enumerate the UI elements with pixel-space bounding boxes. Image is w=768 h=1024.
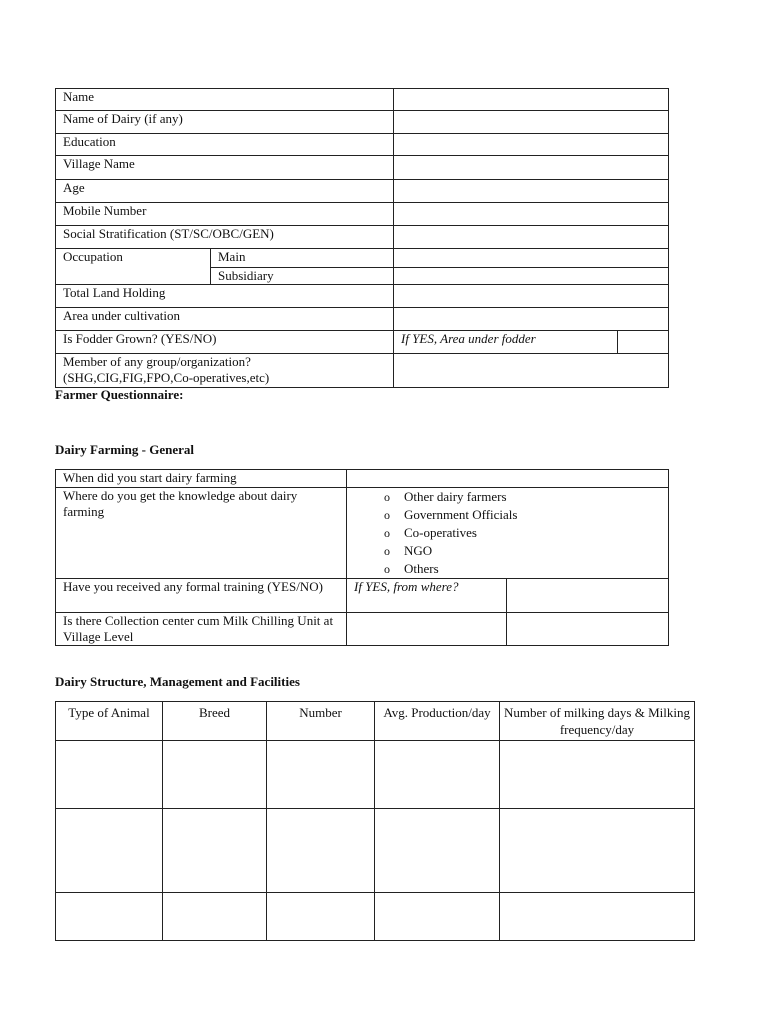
social-label: Social Stratification (ST/SC/OBC/GEN) <box>56 226 394 249</box>
education-field[interactable] <box>394 134 669 156</box>
table-cell[interactable] <box>375 809 500 893</box>
fodder-area-field[interactable] <box>618 331 669 354</box>
member-field[interactable] <box>394 354 669 388</box>
name-field[interactable] <box>394 89 669 111</box>
knowledge-options <box>347 488 669 579</box>
dairy-name-label: Name of Dairy (if any) <box>56 111 394 134</box>
village-field[interactable] <box>394 156 669 180</box>
name-label: Name <box>56 89 394 111</box>
table-cell[interactable] <box>163 893 267 941</box>
knowledge-label: Where do you get the knowledge about dairy farming <box>56 488 347 579</box>
age-label: Age <box>56 180 394 203</box>
training-where-label: If YES, from where? <box>347 579 507 613</box>
fodder-grown-label: Is Fodder Grown? (YES/NO) <box>56 331 394 354</box>
land-holding-label: Total Land Holding <box>56 285 394 308</box>
structure-heading: Dairy Structure, Management and Facilities <box>55 674 300 689</box>
table-cell[interactable] <box>56 741 163 809</box>
option-item[interactable] <box>384 560 661 578</box>
member-label-line1: Member of any group/organization? <box>63 354 251 369</box>
dairy-general-table <box>55 469 669 646</box>
table-cell[interactable] <box>375 741 500 809</box>
option-label: Others <box>404 561 439 576</box>
collection-label: Is there Collection center cum Milk Chilling Unit at Village Level <box>56 613 347 646</box>
table-cell[interactable] <box>56 809 163 893</box>
member-label-line2: (SHG,CIG,FIG,FPO,Co-operatives,etc) <box>63 370 270 385</box>
option-item[interactable] <box>384 506 661 524</box>
bullet-icon: o <box>384 526 390 540</box>
area-cultivation-field[interactable] <box>394 308 669 331</box>
table-row <box>56 809 695 893</box>
questionnaire-title: Farmer Questionnaire: <box>55 387 184 402</box>
age-field[interactable] <box>394 180 669 203</box>
bullet-icon: o <box>384 562 390 576</box>
dairy-name-field[interactable] <box>394 111 669 134</box>
col-type-of-animal: Type of Animal <box>56 702 163 741</box>
option-item[interactable] <box>384 488 661 506</box>
option-item[interactable] <box>384 542 661 560</box>
table-cell[interactable] <box>163 741 267 809</box>
collection-field-extra[interactable] <box>507 613 669 646</box>
bullet-icon: o <box>384 508 390 522</box>
collection-field[interactable] <box>347 613 507 646</box>
mobile-field[interactable] <box>394 203 669 226</box>
col-number: Number <box>267 702 375 741</box>
social-field[interactable] <box>394 226 669 249</box>
area-cultivation-label: Area under cultivation <box>56 308 394 331</box>
option-label: Other dairy farmers <box>404 489 507 504</box>
table-cell[interactable] <box>267 893 375 941</box>
table-row <box>56 741 695 809</box>
fodder-area-label: If YES, Area under fodder <box>394 331 618 354</box>
bullet-icon: o <box>384 544 390 558</box>
option-label: Government Officials <box>404 507 518 522</box>
village-label: Village Name <box>56 156 394 180</box>
occupation-label: Occupation <box>56 249 211 285</box>
option-item[interactable] <box>384 524 661 542</box>
start-label: When did you start dairy farming <box>56 470 347 488</box>
col-avg-production: Avg. Production/day <box>375 702 500 741</box>
table-cell[interactable] <box>375 893 500 941</box>
table-cell[interactable] <box>267 741 375 809</box>
table-cell[interactable] <box>267 809 375 893</box>
general-heading: Dairy Farming - General <box>55 442 194 457</box>
mobile-label: Mobile Number <box>56 203 394 226</box>
training-where-field[interactable] <box>507 579 669 613</box>
table-cell[interactable] <box>500 741 695 809</box>
start-field[interactable] <box>347 470 669 488</box>
occupation-subsidiary-field[interactable] <box>394 268 669 285</box>
bullet-icon: o <box>384 490 390 504</box>
option-label: Co-operatives <box>404 525 477 540</box>
table-cell[interactable] <box>163 809 267 893</box>
training-label: Have you received any formal training (YES/NO) <box>56 579 347 613</box>
option-label: NGO <box>404 543 433 558</box>
table-cell[interactable] <box>500 893 695 941</box>
occupation-main-label: Main <box>211 249 394 268</box>
education-label: Education <box>56 134 394 156</box>
occupation-main-field[interactable] <box>394 249 669 268</box>
land-holding-field[interactable] <box>394 285 669 308</box>
member-label <box>56 354 394 388</box>
occupation-subsidiary-label: Subsidiary <box>211 268 394 285</box>
col-milking-days: Number of milking days & Milking frequency/day <box>500 702 695 741</box>
farmer-profile-table <box>55 88 669 388</box>
table-cell[interactable] <box>500 809 695 893</box>
table-row <box>56 893 695 941</box>
col-breed: Breed <box>163 702 267 741</box>
dairy-structure-table <box>55 701 695 941</box>
table-cell[interactable] <box>56 893 163 941</box>
